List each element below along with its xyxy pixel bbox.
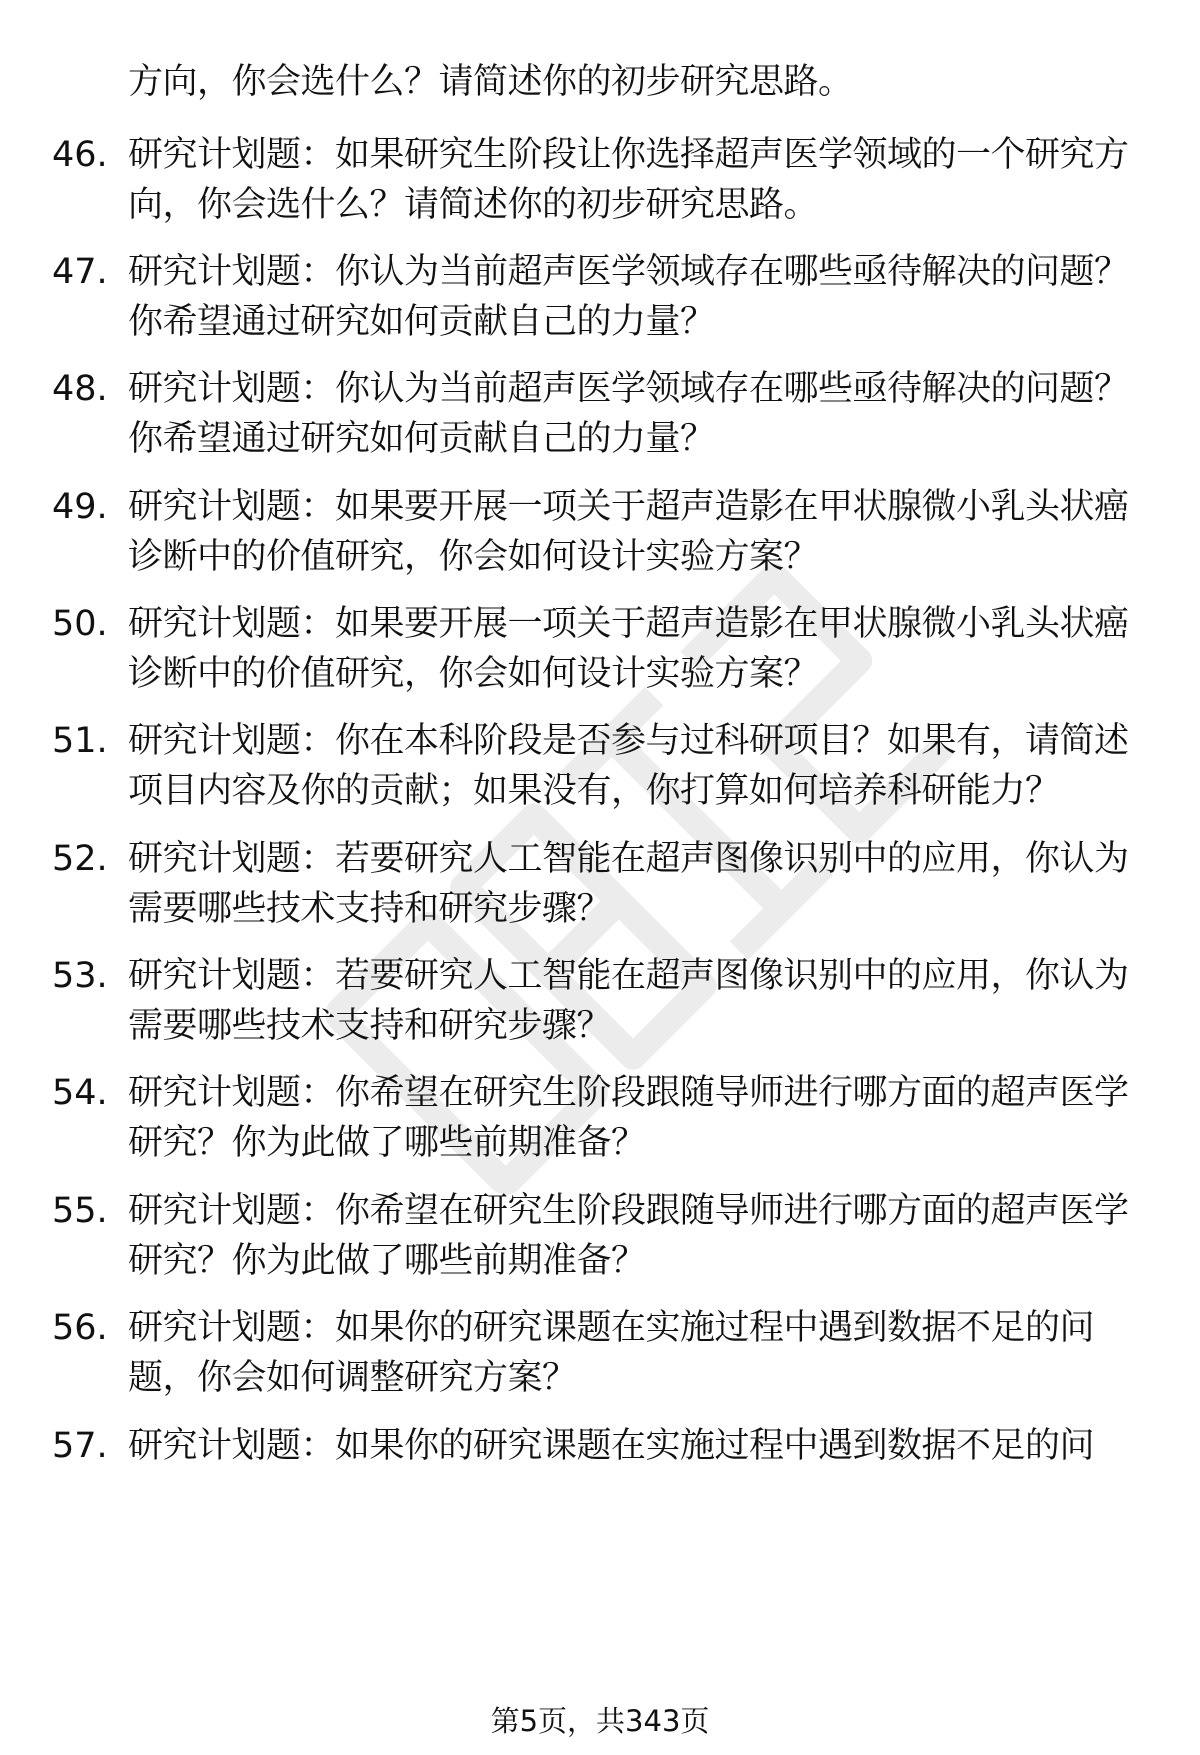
question-number: 46. — [52, 135, 108, 175]
question-number: 57. — [52, 1426, 108, 1466]
question-text: 研究计划题：若要研究人工智能在超声图像识别中的应用，你认为需要哪些技术支持和研究步骤？ — [128, 839, 1129, 929]
question-number: 50. — [52, 604, 108, 644]
question-number: 52. — [52, 839, 108, 879]
question-text: 研究计划题：你希望在研究生阶段跟随导师进行哪方面的超声医学研究？你为此做了哪些前期准备？ — [128, 1073, 1129, 1163]
question-text: 研究计划题：你希望在研究生阶段跟随导师进行哪方面的超声医学研究？你为此做了哪些前期准备？ — [128, 1191, 1129, 1281]
question-number: 54. — [52, 1073, 108, 1113]
question-text: 研究计划题：你认为当前超声医学领域存在哪些亟待解决的问题？你希望通过研究如何贡献自己的力量？ — [128, 369, 1129, 459]
question-text: 研究计划题：若要研究人工智能在超声图像识别中的应用，你认为需要哪些技术支持和研究步骤？ — [128, 956, 1129, 1046]
question-item — [52, 1421, 1162, 1471]
question-text: 研究计划题：你在本科阶段是否参与过科研项目？如果有，请简述项目内容及你的贡献；如果没有，你打算如何培养科研能力？ — [128, 721, 1129, 811]
question-item — [52, 1068, 1162, 1168]
question-number: 51. — [52, 721, 108, 761]
page-indicator: 第5页，共343页 — [490, 1704, 710, 1738]
question-text: 研究计划题：如果研究生阶段让你选择超声医学领域的一个研究方向，你会选什么？请简述你的初步研究思路。 — [128, 135, 1129, 225]
question-item — [52, 1303, 1162, 1403]
question-item — [52, 482, 1162, 582]
question-item — [52, 247, 1162, 347]
question-number: 53. — [52, 956, 108, 996]
question-number: 48. — [52, 369, 108, 409]
continued-question-text: 方向，你会选什么？请简述你的初步研究思路。 — [128, 62, 853, 102]
question-item — [52, 364, 1162, 464]
question-text: 研究计划题：你认为当前超声医学领域存在哪些亟待解决的问题？你希望通过研究如何贡献自己的力量？ — [128, 252, 1129, 342]
question-item — [52, 951, 1162, 1051]
question-text: 研究计划题：如果你的研究课题在实施过程中遇到数据不足的问题，你会如何调整研究方案？ — [128, 1308, 1095, 1398]
question-text: 研究计划题：如果要开展一项关于超声造影在甲状腺微小乳头状癌诊断中的价值研究，你会如何设计实验方案？ — [128, 604, 1129, 694]
question-item — [52, 130, 1162, 230]
question-text: 研究计划题：如果要开展一项关于超声造影在甲状腺微小乳头状癌诊断中的价值研究，你会如何设计实验方案？ — [128, 487, 1129, 577]
question-number: 49. — [52, 487, 108, 527]
question-number: 55. — [52, 1191, 108, 1231]
question-number: 56. — [52, 1308, 108, 1348]
question-item — [52, 1186, 1162, 1286]
question-number: 47. — [52, 252, 108, 292]
question-item — [52, 599, 1162, 699]
question-item — [52, 716, 1162, 816]
question-item — [52, 834, 1162, 934]
question-text: 研究计划题：如果你的研究课题在实施过程中遇到数据不足的问 — [128, 1426, 1095, 1466]
